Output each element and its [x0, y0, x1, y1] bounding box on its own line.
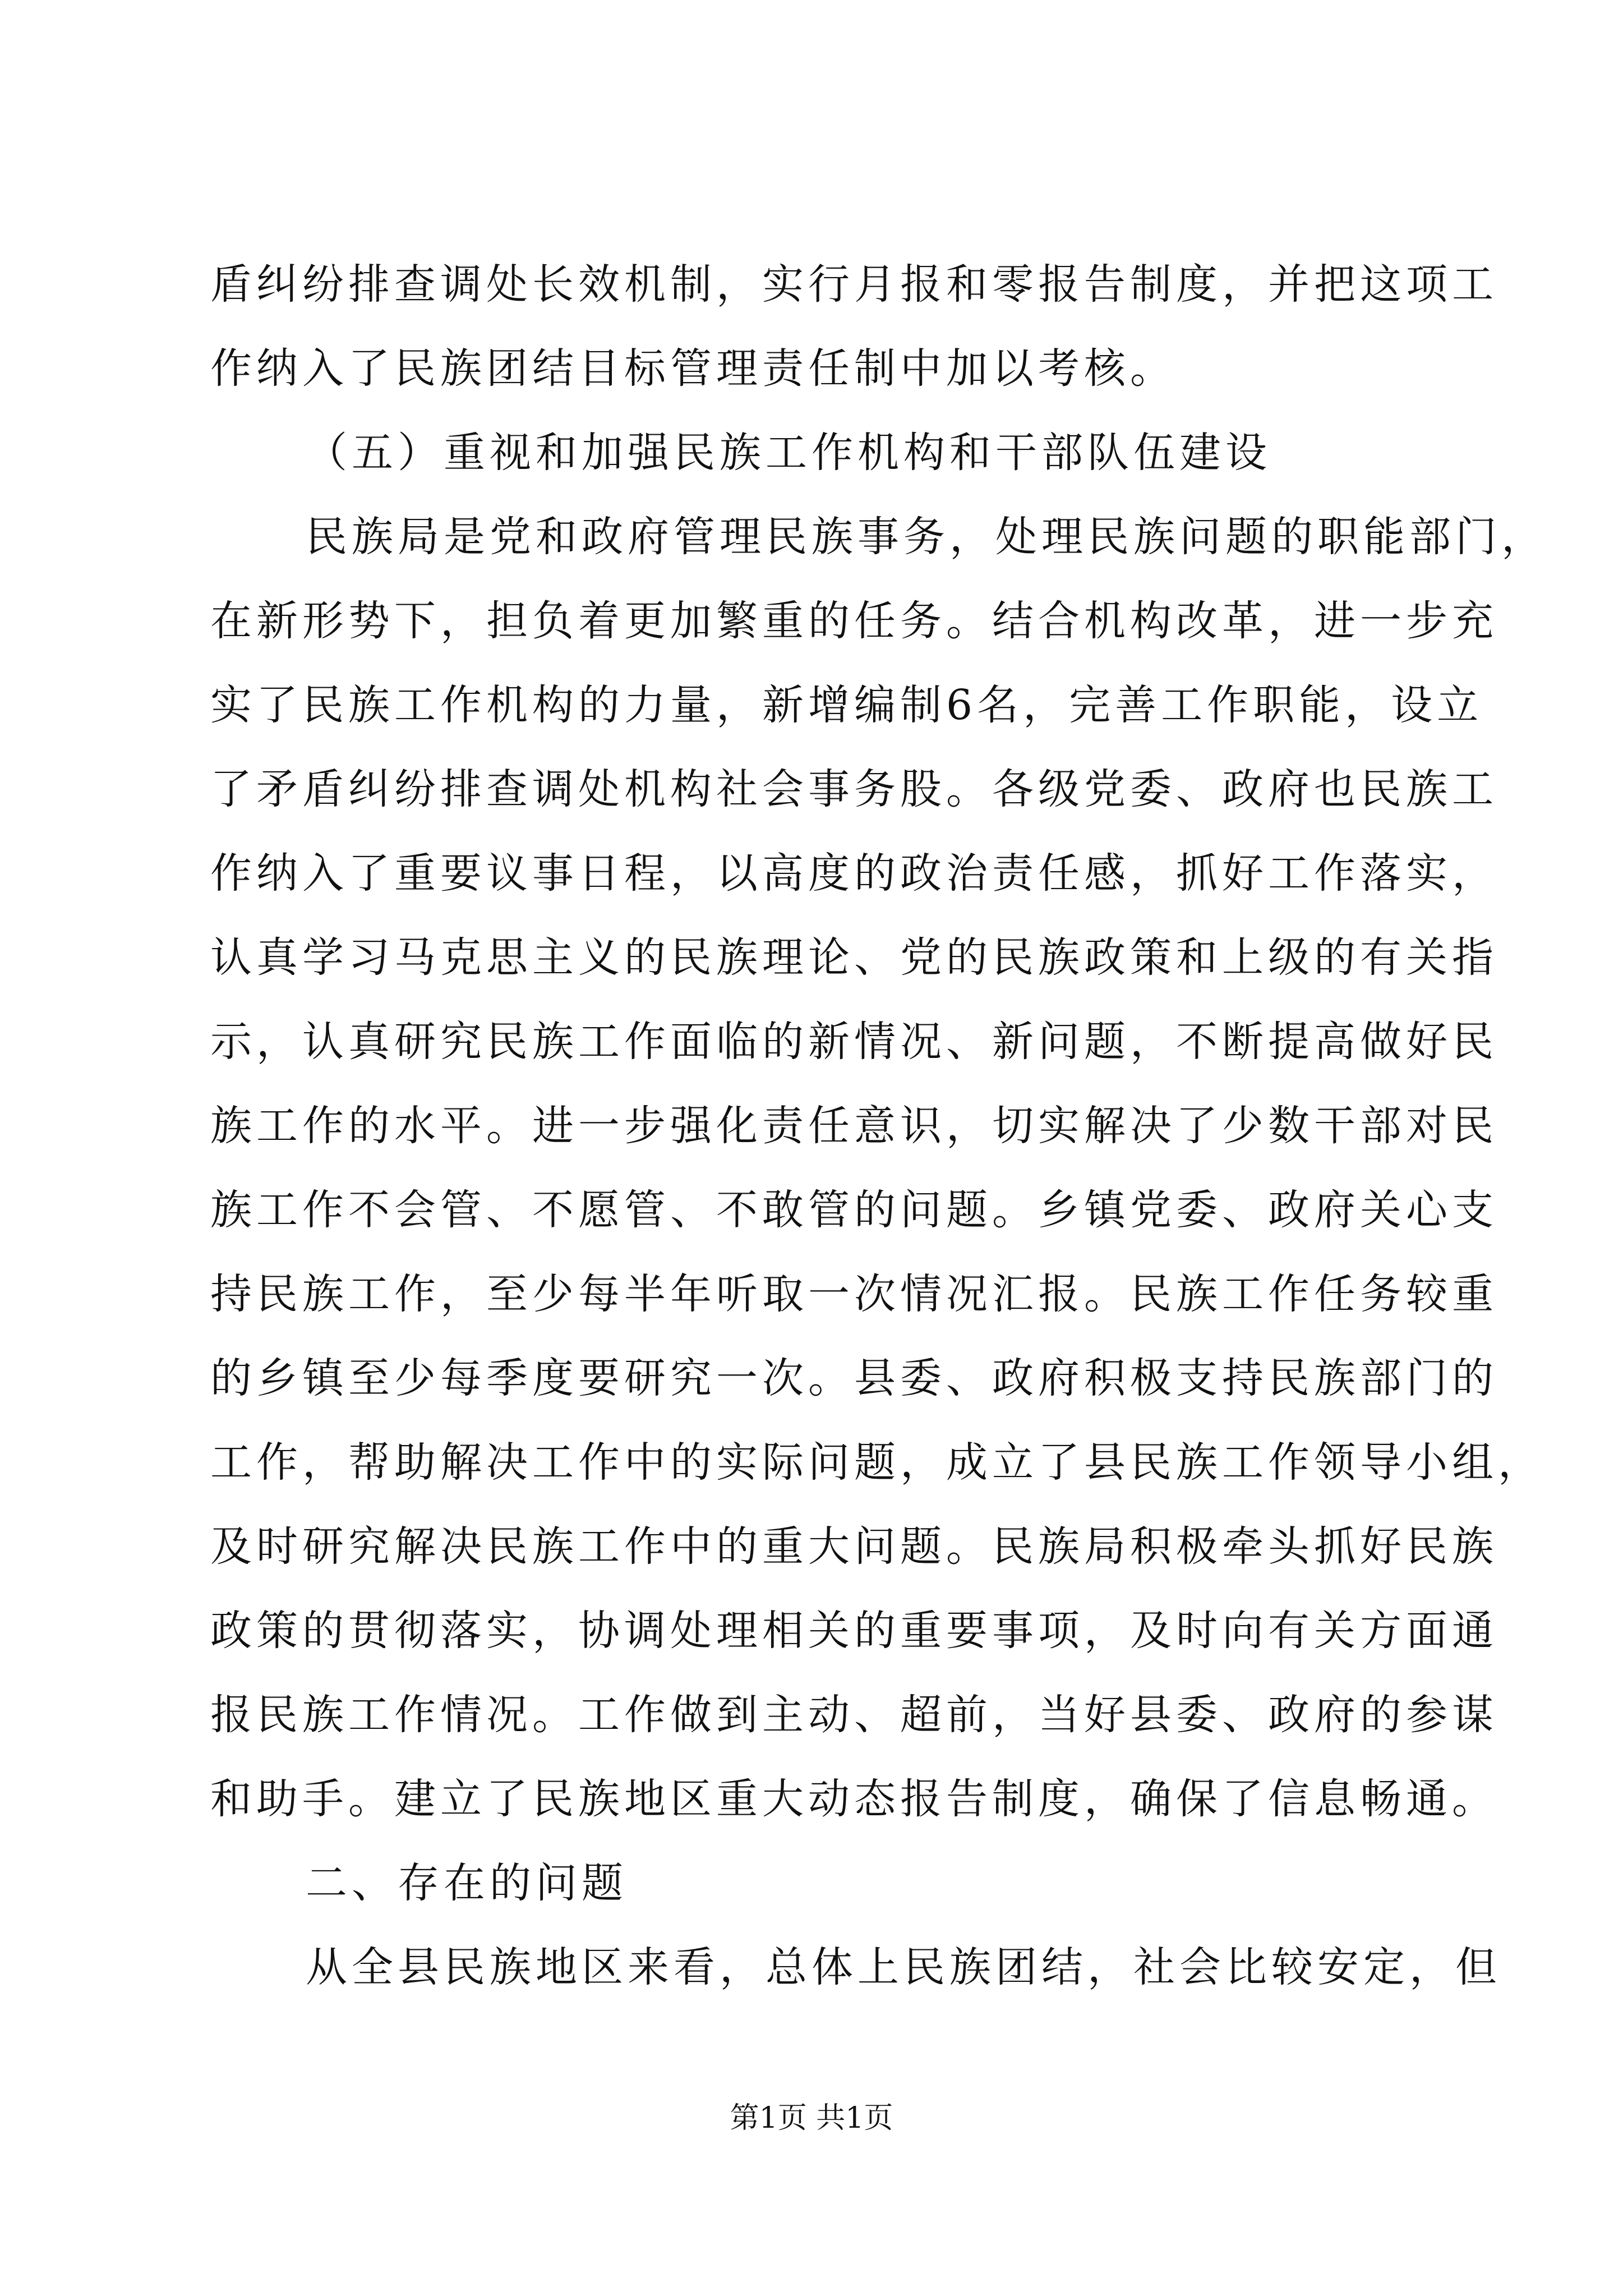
text-line-1: 盾纠纷排查调处长效机制，实行月报和零报告制度，并把这项工: [210, 260, 1498, 309]
section-heading-5: （五）重视和加强民族工作机构和干部队伍建设: [306, 429, 1271, 477]
text-line-17: 政策的贯彻落实，协调处理相关的重要事项，及时向有关方面通: [210, 1607, 1498, 1655]
text-line-16: 及时研究解决民族工作中的重大问题。民族局积极牵头抓好民族: [210, 1522, 1498, 1571]
text-line-6: 实了民族工作机构的力量，新增编制6名，完善工作职能，设立: [210, 681, 1483, 729]
text-line-18: 报民族工作情况。工作做到主动、超前，当好县委、政府的参谋: [210, 1691, 1498, 1739]
text-line-7: 了矛盾纠纷排查调处机构社会事务股。各级党委、政府也民族工: [210, 765, 1498, 813]
text-line-12: 族工作不会管、不愿管、不敢管的问题。乡镇党委、政府关心支: [210, 1186, 1498, 1234]
text-line-4: 民族局是党和政府管理民族事务，处理民族问题的职能部门，: [306, 513, 1547, 561]
text-line-2: 作纳入了民族团结目标管理责任制中加以考核。: [210, 344, 1176, 393]
text-line-21: 从全县民族地区来看，总体上民族团结，社会比较安定，但: [306, 1943, 1501, 1991]
section-heading-2: 二、存在的问题: [306, 1859, 628, 1907]
text-line-14: 的乡镇至少每季度要研究一次。县委、政府积极支持民族部门的: [210, 1354, 1498, 1402]
text-line-5: 在新形势下，担负着更加繁重的任务。结合机构改革，进一步充: [210, 597, 1498, 645]
text-line-9: 认真学习马克思主义的民族理论、党的民族政策和上级的有关指: [210, 933, 1498, 982]
text-line-19: 和助手。建立了民族地区重大动态报告制度，确保了信息畅通。: [210, 1775, 1498, 1823]
text-line-13: 持民族工作，至少每半年听取一次情况汇报。民族工作任务较重: [210, 1270, 1498, 1318]
text-line-10: 示，认真研究民族工作面临的新情况、新问题，不断提高做好民: [210, 1018, 1498, 1066]
text-line-8: 作纳入了重要议事日程，以高度的政治责任感，抓好工作落实，: [210, 849, 1498, 898]
text-line-15: 工作，帮助解决工作中的实际问题，成立了县民族工作领导小组，: [210, 1438, 1544, 1487]
page-footer: 第1页 共1页: [730, 2101, 893, 2135]
text-line-11: 族工作的水平。进一步强化责任意识，切实解决了少数干部对民: [210, 1102, 1498, 1150]
